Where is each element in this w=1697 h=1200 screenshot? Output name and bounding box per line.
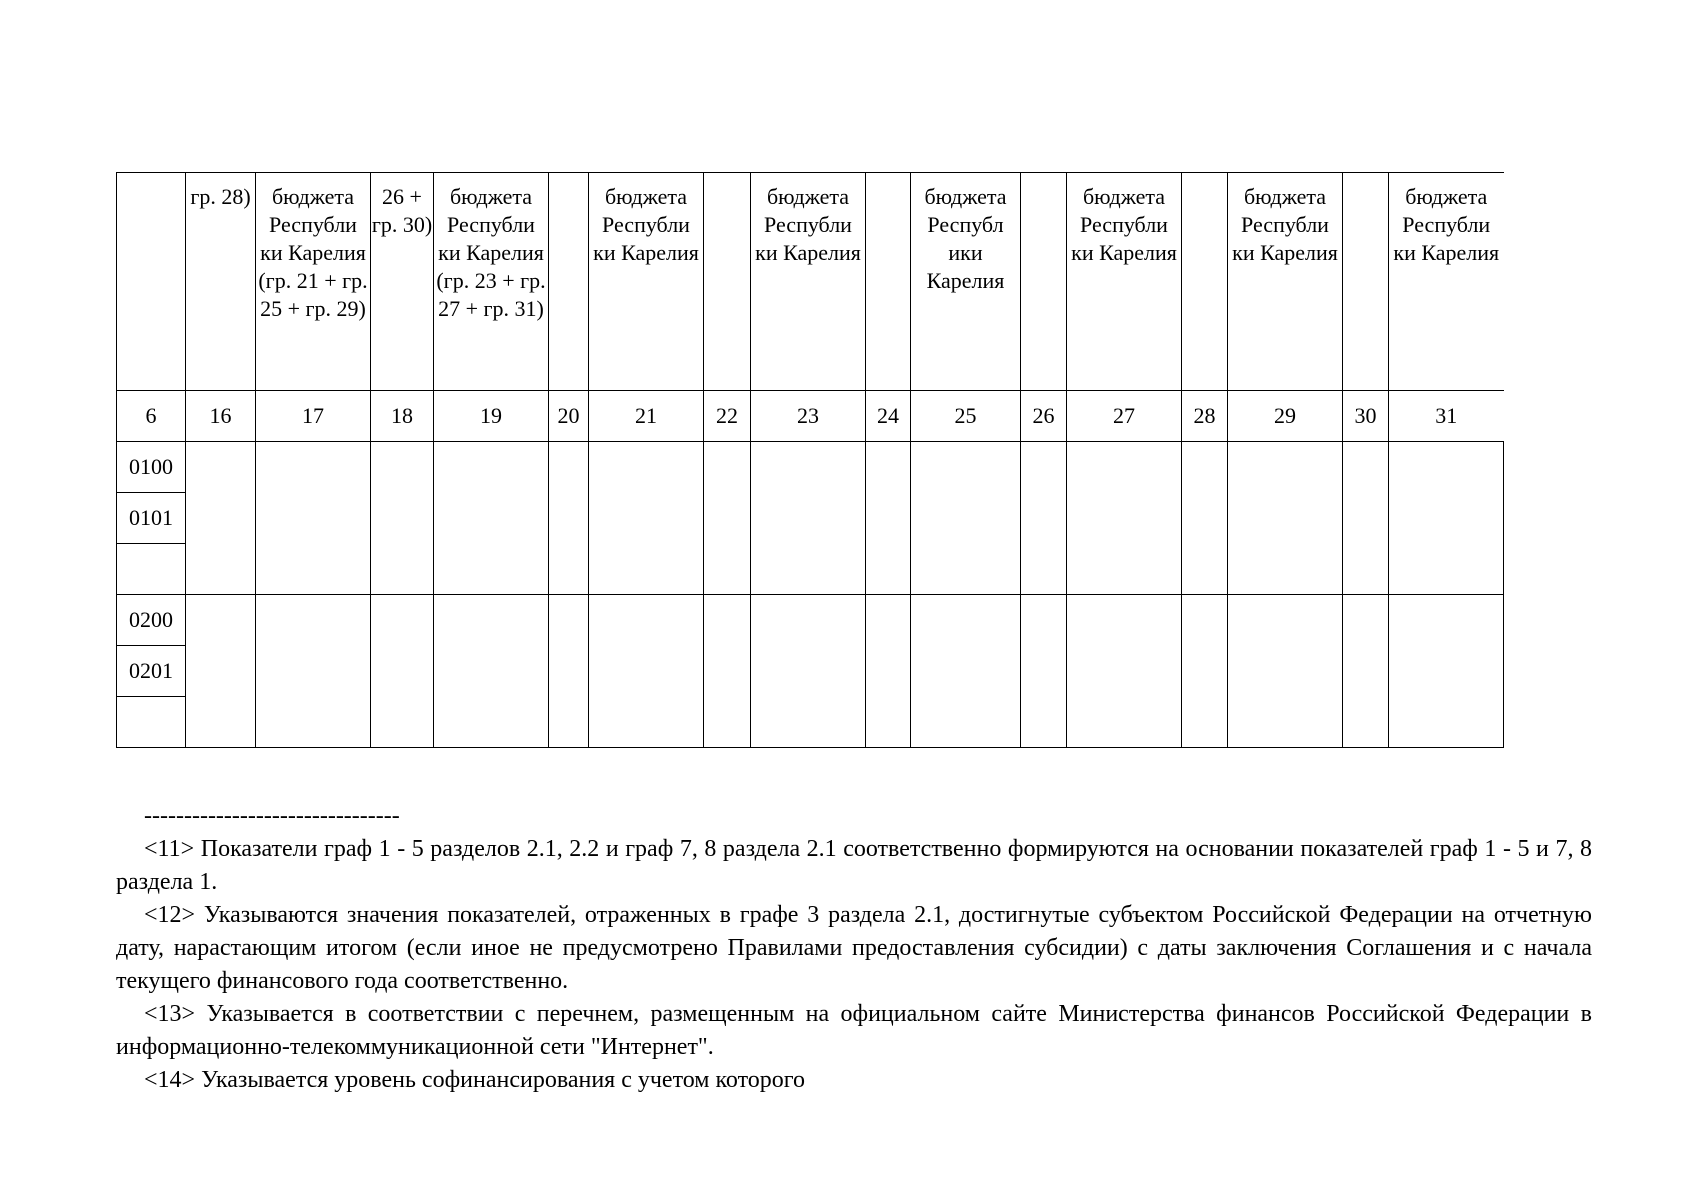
column-number: 21 xyxy=(589,391,704,442)
footnote-13: <13> Указывается в соответствии с перечнем, размещенным на официальном сайте Министерства финансов Российской Федерации в информационно-телекоммуникационной сети "Интернет". xyxy=(116,1001,1592,1060)
footnote-14: <14> Указывается уровень софинансирования с учетом которого xyxy=(144,1067,806,1093)
column-number: 27 xyxy=(1067,391,1182,442)
header-cell-20 xyxy=(549,173,589,391)
row-code-cell: 0100 xyxy=(117,442,186,493)
column-number: 16 xyxy=(186,391,256,442)
data-cell xyxy=(751,595,866,748)
data-cell xyxy=(186,442,256,595)
data-cell xyxy=(589,442,704,595)
data-cell xyxy=(1389,442,1504,595)
header-cell-21: бюджета Республи ки Карелия xyxy=(589,173,704,391)
header-cell-30 xyxy=(1343,173,1389,391)
footnotes xyxy=(116,800,1592,1097)
header-cell-18: 26 + гр. 30) xyxy=(371,173,434,391)
column-number: 24 xyxy=(866,391,911,442)
footnote-11: <11> Показатели граф 1 - 5 разделов 2.1, 2.2 и граф 7, 8 раздела 2.1 соответственно формируются на основании показателей граф 1 - 5 и 7, 8 раздела 1. xyxy=(116,836,1592,895)
column-number: 31 xyxy=(1389,391,1504,442)
data-cell xyxy=(911,595,1021,748)
table-row xyxy=(117,595,1504,646)
data-cell xyxy=(1021,442,1067,595)
row-code-cell: 0101 xyxy=(117,493,186,544)
column-number: 18 xyxy=(371,391,434,442)
data-cell xyxy=(256,442,371,595)
header-cell-25: бюджета Республ ики Карелия xyxy=(911,173,1021,391)
data-cell xyxy=(866,595,911,748)
data-cell xyxy=(866,442,911,595)
data-cell xyxy=(704,442,751,595)
data-cell xyxy=(1389,595,1504,748)
data-cell xyxy=(704,595,751,748)
report-table xyxy=(116,172,1504,748)
header-cell-22 xyxy=(704,173,751,391)
data-cell xyxy=(1343,442,1389,595)
header-cell-19: бюджета Республи ки Карелия (гр. 23 + гр. 27 + гр. 31) xyxy=(434,173,549,391)
data-cell xyxy=(911,442,1021,595)
header-cell-16: гр. 28) xyxy=(186,173,256,391)
header-cell-28 xyxy=(1182,173,1228,391)
data-cell xyxy=(434,595,549,748)
header-cell-24 xyxy=(866,173,911,391)
data-cell xyxy=(1021,595,1067,748)
column-number: 29 xyxy=(1228,391,1343,442)
data-cell xyxy=(1228,442,1343,595)
data-cell xyxy=(371,442,434,595)
header-cell-6 xyxy=(117,173,186,391)
column-number: 19 xyxy=(434,391,549,442)
column-number: 23 xyxy=(751,391,866,442)
header-cell-26 xyxy=(1021,173,1067,391)
table-row xyxy=(117,442,1504,493)
column-number: 25 xyxy=(911,391,1021,442)
data-cell xyxy=(434,442,549,595)
header-cell-17: бюджета Республи ки Карелия (гр. 21 + гр. 25 + гр. 29) xyxy=(256,173,371,391)
data-cell xyxy=(751,442,866,595)
row-code-cell xyxy=(117,697,186,748)
column-number: 6 xyxy=(117,391,186,442)
column-number: 28 xyxy=(1182,391,1228,442)
header-cell-29: бюджета Республи ки Карелия xyxy=(1228,173,1343,391)
row-code-cell xyxy=(117,544,186,595)
column-number: 22 xyxy=(704,391,751,442)
data-cell xyxy=(1182,595,1228,748)
header-cell-31: бюджета Республи ки Карелия xyxy=(1389,173,1504,391)
header-cell-27: бюджета Республи ки Карелия xyxy=(1067,173,1182,391)
data-cell xyxy=(256,595,371,748)
column-number: 30 xyxy=(1343,391,1389,442)
column-number: 26 xyxy=(1021,391,1067,442)
data-cell xyxy=(1182,442,1228,595)
data-cell xyxy=(1343,595,1389,748)
footnote-12: <12> Указываются значения показателей, отраженных в графе 3 раздела 2.1, достигнутые субъектом Российской Федерации на отчетную дату, нарастающим итогом (если иное не предусмотрено Правилами предоставления субсидии) с даты заключения Соглашения и с начала текущего финансового года соответственно. xyxy=(116,902,1592,994)
data-cell xyxy=(549,595,589,748)
column-number: 20 xyxy=(549,391,589,442)
column-number-row xyxy=(117,391,1504,442)
column-number: 17 xyxy=(256,391,371,442)
header-cell-23: бюджета Республи ки Карелия xyxy=(751,173,866,391)
table-header-row xyxy=(117,173,1504,391)
data-cell xyxy=(1067,442,1182,595)
data-cell xyxy=(186,595,256,748)
row-code-cell: 0200 xyxy=(117,595,186,646)
row-code-cell: 0201 xyxy=(117,646,186,697)
footnote-separator: -------------------------------- xyxy=(144,803,400,829)
data-cell xyxy=(1228,595,1343,748)
data-cell xyxy=(549,442,589,595)
data-cell xyxy=(371,595,434,748)
data-cell xyxy=(1067,595,1182,748)
data-cell xyxy=(589,595,704,748)
